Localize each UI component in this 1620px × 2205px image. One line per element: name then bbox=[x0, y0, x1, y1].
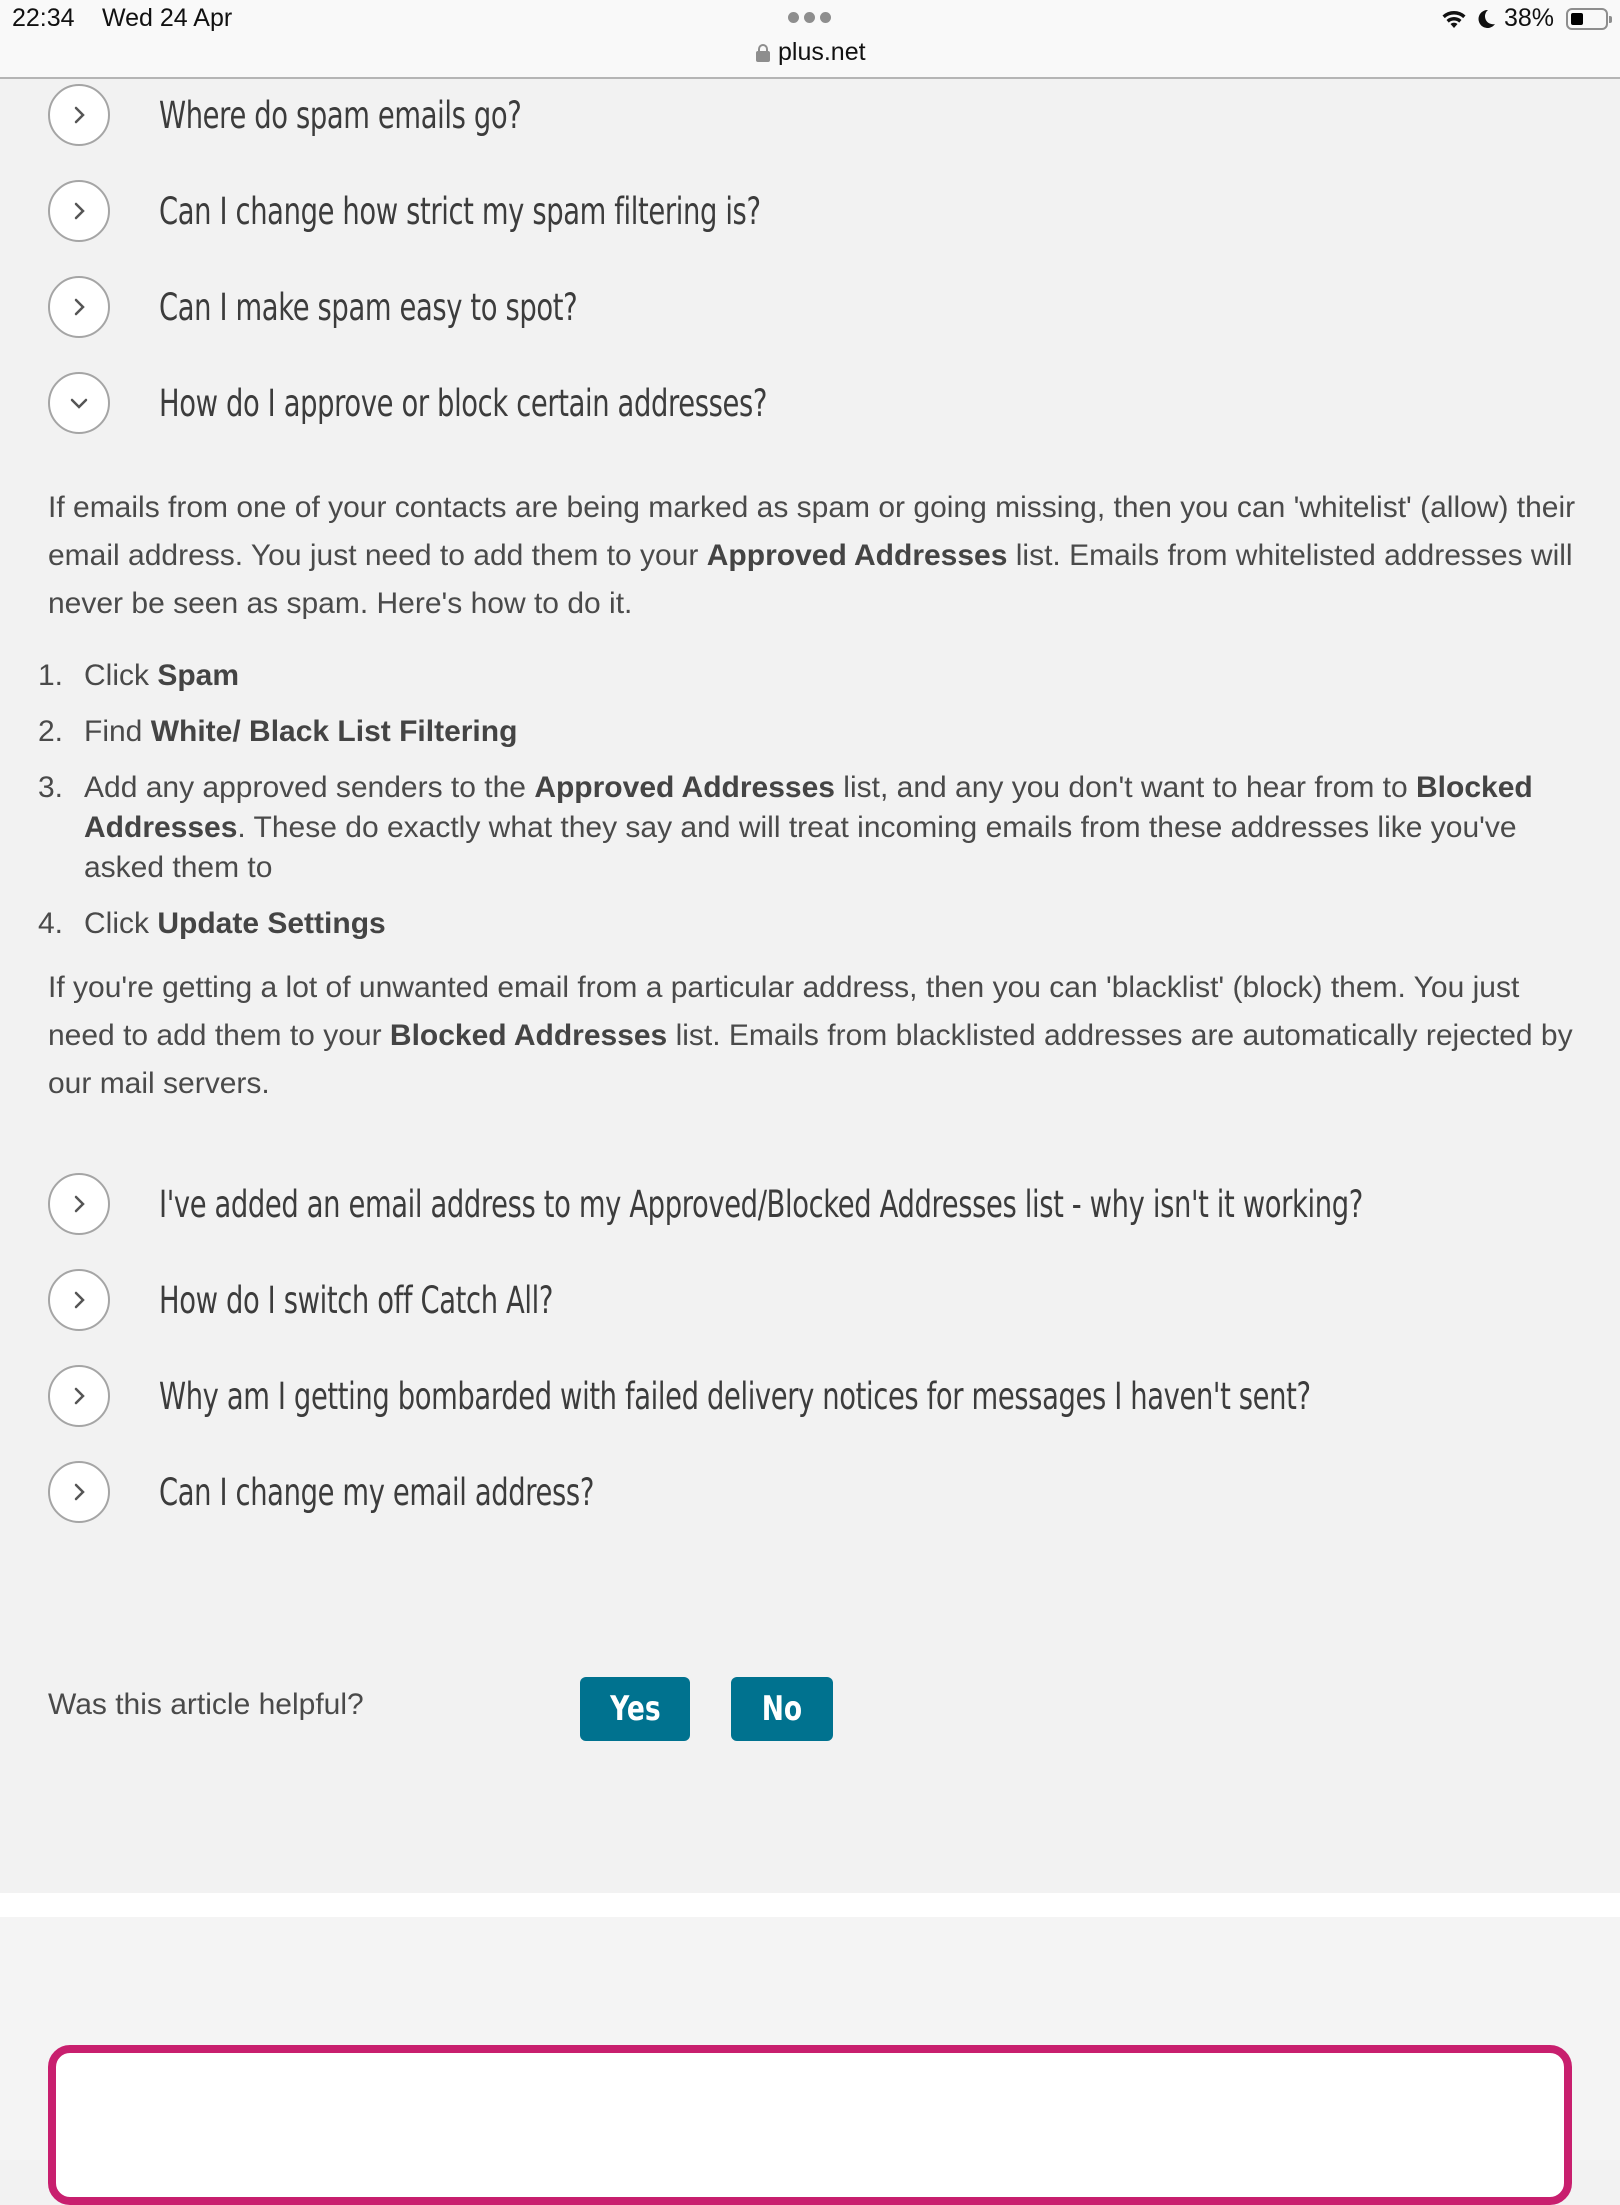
answer-intro bbox=[48, 484, 1578, 628]
status-time: 22:34 bbox=[12, 4, 75, 32]
faq-question: How do I approve or block certain addresses? bbox=[159, 381, 768, 425]
more-dots-icon[interactable] bbox=[788, 12, 831, 23]
faq-item[interactable] bbox=[48, 179, 972, 243]
step-text: . These do exactly what they say and will treat incoming emails from these addresses like you've asked them to bbox=[84, 811, 1517, 884]
step-text: list, and any you don't want to hear from to bbox=[834, 771, 1417, 804]
step-bold: Blocked Addresses bbox=[84, 771, 1533, 844]
step-item bbox=[0, 768, 1560, 888]
faq-item[interactable] bbox=[48, 1460, 747, 1524]
url-text: plus.net bbox=[778, 38, 866, 66]
outro-text-end: list. Emails from blacklisted addresses are automatically rejected by our mail servers. bbox=[48, 1019, 1573, 1100]
step-number: 4. bbox=[38, 907, 64, 940]
chevron-right-icon bbox=[48, 180, 110, 242]
chevron-right-icon bbox=[48, 1173, 110, 1235]
step-item bbox=[0, 656, 1560, 696]
battery-percent: 38% bbox=[1503, 4, 1554, 32]
step-item bbox=[0, 712, 1560, 752]
faq-question: Can I change how strict my spam filtering is? bbox=[159, 189, 761, 233]
faq-question: Where do spam emails go? bbox=[159, 93, 522, 137]
faq-question: Can I change my email address? bbox=[159, 1470, 594, 1514]
outro-text: If you're getting a lot of unwanted email from a particular address, then you can 'blacklist' (block) them. You just need to add them to your bbox=[48, 971, 1520, 1052]
answer-outro bbox=[48, 964, 1578, 1108]
battery-icon bbox=[1566, 8, 1608, 30]
chevron-right-icon bbox=[48, 276, 110, 338]
faq-item[interactable] bbox=[48, 275, 724, 339]
faq-question: I've added an email address to my Approved/Blocked Addresses list - why isn't it working? bbox=[159, 1182, 1363, 1226]
chevron-right-icon bbox=[48, 1269, 110, 1331]
yes-button[interactable] bbox=[580, 1677, 690, 1741]
intro-text-end: list. Emails from whitelisted addresses will never be seen as spam. Here's how to do it. bbox=[48, 539, 1573, 620]
chevron-right-icon bbox=[48, 1365, 110, 1427]
chevron-down-icon bbox=[48, 372, 110, 434]
step-bold: White/ Black List Filtering bbox=[150, 715, 518, 748]
faq-item-expanded[interactable] bbox=[48, 371, 981, 435]
chevron-right-icon bbox=[48, 1461, 110, 1523]
lock-icon bbox=[756, 44, 770, 62]
wifi-icon bbox=[1440, 8, 1468, 30]
step-text: Click bbox=[84, 907, 158, 940]
yes-label: Yes bbox=[609, 1689, 661, 1729]
helpful-prompt: Was this article helpful? bbox=[48, 1688, 364, 1721]
faq-item[interactable] bbox=[48, 83, 649, 147]
section-divider bbox=[0, 1893, 1620, 1917]
step-text: Add any approved senders to the bbox=[84, 771, 535, 804]
url-bar[interactable] bbox=[756, 38, 866, 67]
no-button[interactable] bbox=[731, 1677, 833, 1741]
faq-item[interactable] bbox=[48, 1364, 1620, 1428]
faq-question: How do I switch off Catch All? bbox=[159, 1278, 554, 1322]
step-text: Find bbox=[84, 715, 151, 748]
status-date: Wed 24 Apr bbox=[102, 4, 233, 32]
step-bold: Spam bbox=[157, 659, 240, 692]
moon-icon bbox=[1476, 8, 1496, 30]
step-number: 2. bbox=[38, 715, 64, 748]
step-bold: Approved Addresses bbox=[534, 771, 835, 804]
step-number: 1. bbox=[38, 659, 64, 692]
faq-question: Why am I getting bombarded with failed delivery notices for messages I haven't sent? bbox=[159, 1374, 1311, 1418]
step-number: 3. bbox=[38, 771, 64, 804]
step-item bbox=[0, 904, 1560, 944]
step-bold: Update Settings bbox=[157, 907, 386, 940]
status-bar bbox=[0, 0, 1620, 79]
faq-question: Can I make spam easy to spot? bbox=[159, 285, 578, 329]
intro-text: If emails from one of your contacts are being marked as spam or going missing, then you can 'whitelist' (allow) their email address. You just need to add them to your bbox=[48, 491, 1576, 572]
outro-bold: Blocked Addresses bbox=[389, 1019, 668, 1052]
steps-list bbox=[0, 656, 1560, 960]
status-indicators bbox=[1440, 4, 1608, 33]
no-label: No bbox=[761, 1689, 803, 1729]
faq-item[interactable] bbox=[48, 1172, 1620, 1236]
promo-card bbox=[48, 2045, 1572, 2205]
chevron-right-icon bbox=[48, 84, 110, 146]
intro-bold: Approved Addresses bbox=[706, 539, 1008, 572]
faq-item[interactable] bbox=[48, 1268, 691, 1332]
step-text: Click bbox=[84, 659, 158, 692]
